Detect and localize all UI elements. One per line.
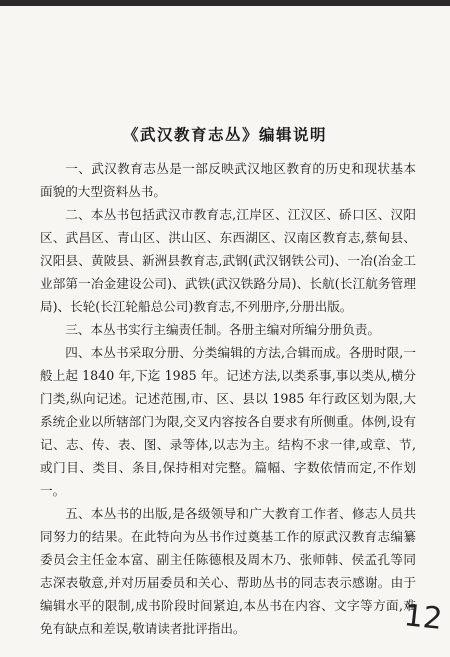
handwritten-page-number: 12 (402, 598, 444, 637)
paragraph-1: 一、武汉教育志丛是一部反映武汉地区教育的历史和现状基本面貌的大型资料丛书。 (40, 161, 416, 199)
paragraph-4: 四、本丛书采取分册、分类编辑的方法,合辑而成。各册时限,一般上起 1840 年,下迄 1985 年。记述方法,以类系事,事以类从,横分门类,纵向记述。记述范围,市、区、县以 1985 年行政区划为限,大系统企业以所辖部门为限,交叉内容按各自要求有所侧重。体例,设有记、志、传、表、图、录等体,以志为主。结构不求一律,或章、节,或门目、类目、条目,保持相对完整。篇幅、字数依情而定,不作划一。 (40, 345, 416, 498)
document-body (40, 157, 416, 640)
paragraph-3: 三、本丛书实行主编责任制。各册主编对所编分册负责。 (65, 322, 381, 337)
paragraph-5: 五、本丛书的出版,是各级领导和广大教育工作者、修志人员共同努力的结果。在此特向为丛书作过奠基工作的原武汉教育志编纂委员会主任金本富、副主任陈德根及周木乃、张师韩、侯孟孔等同志深表敬意,并对历届委员和关心、帮助丛书的同志表示感谢。由于编辑水平的限制,成书阶段时间紧迫,本丛书在内容、文字等方面,难免有缺点和差误,敬请读者批评指出。 (40, 506, 416, 636)
scan-top-edge (0, 0, 450, 6)
paragraph-2: 二、本丛书包括武汉市教育志,江岸区、江汉区、硚口区、汉阳区、武昌区、青山区、洪山区、东西湖区、汉南区教育志,蔡甸县、汉阳县、黄陂县、新洲县教育志,武钢(武汉钢铁公司)、一冶(冶金工业部第一冶金建设公司)、武铁(武汉铁路分局)、长航(长江航务管理局)、长轮(长江轮船总公司)教育志,不列册序,分册出版。 (40, 207, 416, 314)
page-title: 《武汉教育志丛》编辑说明 (122, 125, 327, 144)
